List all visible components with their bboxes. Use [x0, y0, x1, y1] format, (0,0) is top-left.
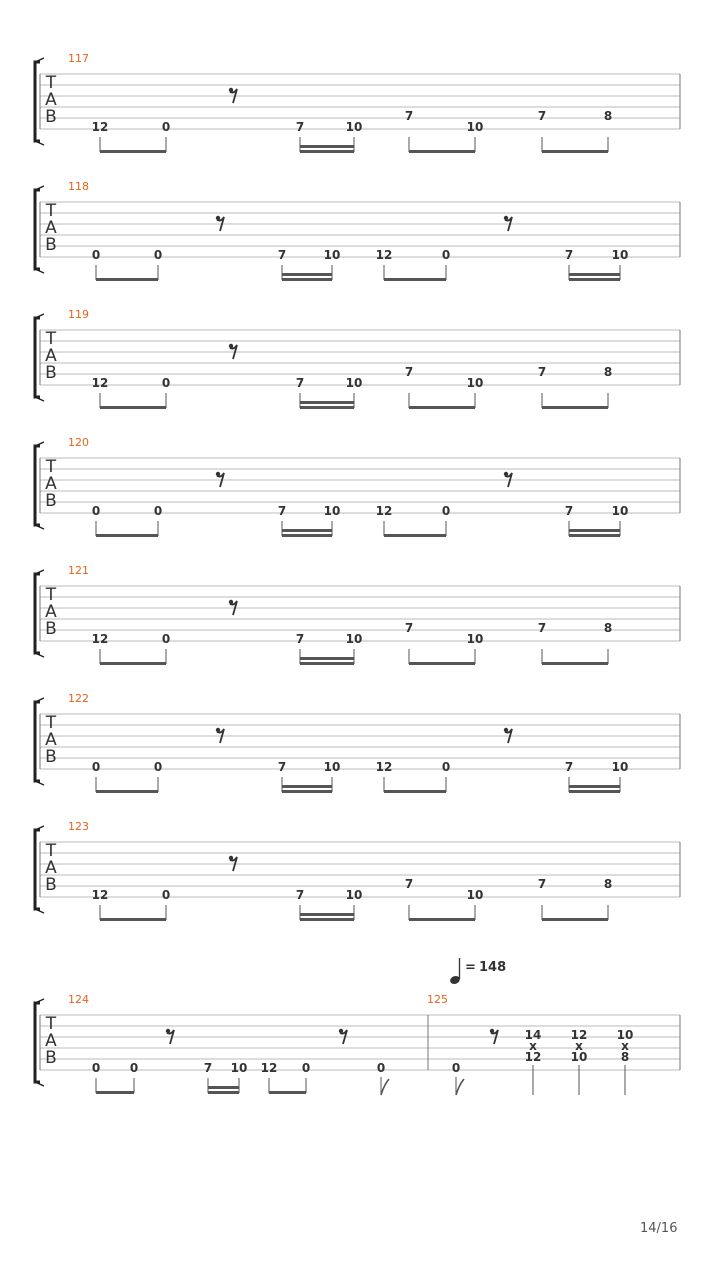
dead-note-x: x [575, 1039, 583, 1053]
fret-number: 10 [323, 504, 341, 518]
fret-number: 12 [375, 504, 393, 518]
note-beam [569, 534, 620, 537]
system-bracket [35, 190, 40, 269]
system-bracket [35, 62, 40, 141]
chord [571, 1028, 588, 1095]
note-beam [569, 790, 620, 793]
note-beam [409, 406, 475, 409]
page-number: 14/16 [640, 1221, 678, 1236]
tab-clef-letter: A [45, 602, 57, 622]
note-beam [409, 150, 475, 153]
fret-number: 0 [441, 504, 451, 518]
fret-number: 7 [537, 109, 547, 123]
note-beam [542, 662, 608, 665]
tab-clef-letter: T [45, 585, 57, 605]
note-beam [100, 918, 166, 921]
eighth-rest-icon [504, 216, 512, 231]
fret-number: 10 [345, 376, 363, 390]
measure-number: 124 [68, 993, 89, 1006]
measure-number: 120 [68, 436, 89, 449]
note-beam [300, 150, 354, 153]
note-beam [208, 1086, 239, 1089]
fret-number: 0 [153, 760, 163, 774]
eighth-rest-icon [504, 728, 512, 743]
note-beam [300, 145, 354, 148]
fret-number: 8 [603, 109, 613, 123]
note-beam [569, 273, 620, 276]
eighth-rest-icon [229, 344, 237, 359]
eighth-rest-icon [339, 1029, 347, 1044]
note-beam [409, 918, 475, 921]
tab-system [35, 692, 680, 793]
tab-clef-letter: B [45, 875, 57, 895]
dead-note-x: x [621, 1039, 629, 1053]
measure-number: 125 [427, 993, 448, 1006]
system-bracket [35, 574, 40, 653]
fret-number: 10 [466, 888, 484, 902]
fret-number: 7 [564, 504, 574, 518]
fret-number: 7 [295, 888, 305, 902]
note-beam [569, 278, 620, 281]
fret-number: 12 [375, 760, 393, 774]
fret-number: 0 [129, 1061, 139, 1075]
fret-number: 12 [260, 1061, 278, 1075]
fret-number: 0 [161, 632, 171, 646]
fret-number: 0 [161, 376, 171, 390]
tab-clef-letter: A [45, 1031, 57, 1051]
fret-number: 10 [323, 248, 341, 262]
tab-clef-letter: B [45, 1048, 57, 1068]
eighth-rest-icon [216, 472, 224, 487]
tab-clef-letter: T [45, 1014, 57, 1034]
fret-number: 0 [161, 120, 171, 134]
note-flag [456, 1079, 464, 1095]
note-beam [96, 1091, 134, 1094]
fret-number: 0 [91, 248, 101, 262]
tab-system-final [35, 958, 680, 1095]
eighth-rest-icon [229, 600, 237, 615]
fret-number: 0 [441, 760, 451, 774]
tab-system [35, 436, 680, 537]
note-flag [381, 1079, 389, 1095]
fret-number: 10 [345, 888, 363, 902]
fret-number: 7 [295, 376, 305, 390]
tab-clef-letter: B [45, 619, 57, 639]
tab-clef-letter: A [45, 218, 57, 238]
tab-clef-letter: T [45, 73, 57, 93]
eighth-rest-icon [166, 1029, 174, 1044]
tab-system [35, 52, 680, 153]
fret-number: 10 [345, 632, 363, 646]
fret-number: 10 [345, 120, 363, 134]
eighth-rest-icon [504, 472, 512, 487]
note-beam [282, 785, 332, 788]
tab-clef-letter: A [45, 90, 57, 110]
measure-number: 123 [68, 820, 89, 833]
tab-clef-letter: T [45, 201, 57, 221]
system-bracket [35, 830, 40, 909]
note-beam [96, 278, 158, 281]
note-beam [300, 657, 354, 660]
note-beam [569, 529, 620, 532]
fret-number: 10 [616, 1028, 634, 1042]
tab-clef-letter: T [45, 841, 57, 861]
tab-clef-letter: A [45, 730, 57, 750]
fret-number: 14 [524, 1028, 542, 1042]
fret-number: 8 [603, 621, 613, 635]
fret-number: 7 [404, 877, 414, 891]
eighth-note-flag-icon [456, 1077, 464, 1095]
tab-clef-letter: A [45, 346, 57, 366]
note-beam [542, 406, 608, 409]
tab-clef-letter: A [45, 858, 57, 878]
fret-number: 7 [295, 120, 305, 134]
note-beam [409, 662, 475, 665]
fret-number: 10 [466, 120, 484, 134]
fret-number: 10 [611, 504, 629, 518]
measure-number: 122 [68, 692, 89, 705]
tab-clef-letter: A [45, 474, 57, 494]
system-bracket [35, 1003, 40, 1082]
eighth-rest-icon [216, 216, 224, 231]
fret-number: 0 [153, 504, 163, 518]
eighth-rest-icon [216, 728, 224, 743]
note-beam [282, 278, 332, 281]
note-beam [569, 785, 620, 788]
note-beam [208, 1091, 239, 1094]
measure-number: 118 [68, 180, 89, 193]
fret-number: 10 [466, 632, 484, 646]
system-bracket [35, 702, 40, 781]
tab-system [35, 820, 680, 921]
eighth-rest-icon [229, 856, 237, 871]
note-beam [100, 150, 166, 153]
fret-number: 7 [277, 760, 287, 774]
tab-clef-letter: B [45, 235, 57, 255]
fret-number: 10 [570, 1050, 588, 1064]
note-beam [96, 790, 158, 793]
tempo-bpm: 148 [479, 960, 507, 975]
eighth-rest-icon [229, 88, 237, 103]
fret-number: 7 [564, 760, 574, 774]
note-beam [282, 529, 332, 532]
fret-number: 0 [153, 248, 163, 262]
measure-number: 119 [68, 308, 89, 321]
chord [525, 1028, 542, 1095]
note-beam [300, 662, 354, 665]
tab-clef-letter: T [45, 457, 57, 477]
note-beam [100, 662, 166, 665]
note-beam [282, 790, 332, 793]
fret-number: 0 [376, 1061, 386, 1075]
fret-number: 12 [524, 1050, 542, 1064]
note-beam [269, 1091, 306, 1094]
tab-system [35, 308, 680, 409]
measure-number: 117 [68, 52, 89, 65]
tab-clef-letter: T [45, 329, 57, 349]
fret-number: 0 [451, 1061, 461, 1075]
dead-note-x: x [529, 1039, 537, 1053]
fret-number: 8 [603, 877, 613, 891]
fret-number: 0 [161, 888, 171, 902]
tab-clef-letter: B [45, 491, 57, 511]
tab-clef-letter: B [45, 747, 57, 767]
measure-number: 121 [68, 564, 89, 577]
note-beam [542, 150, 608, 153]
fret-number: 12 [375, 248, 393, 262]
fret-number: 8 [603, 365, 613, 379]
note-beam [384, 790, 446, 793]
note-beam [384, 534, 446, 537]
tab-system [35, 564, 680, 665]
fret-number: 7 [404, 109, 414, 123]
note-beam [96, 534, 158, 537]
eighth-rest-icon [490, 1029, 498, 1044]
note-beam [100, 406, 166, 409]
fret-number: 12 [91, 632, 109, 646]
fret-number: 12 [91, 888, 109, 902]
fret-number: 10 [611, 760, 629, 774]
note-beam [542, 918, 608, 921]
fret-number: 7 [537, 621, 547, 635]
note-beam [384, 278, 446, 281]
fret-number: 10 [323, 760, 341, 774]
system-bracket [35, 318, 40, 397]
fret-number: 0 [441, 248, 451, 262]
note-beam [300, 913, 354, 916]
fret-number: 8 [620, 1050, 630, 1064]
fret-number: 12 [570, 1028, 588, 1042]
fret-number: 7 [404, 621, 414, 635]
fret-number: 12 [91, 120, 109, 134]
eighth-note-flag-icon [381, 1077, 389, 1095]
tab-clef-letter: B [45, 107, 57, 127]
fret-number: 7 [277, 248, 287, 262]
fret-number: 7 [203, 1061, 213, 1075]
tab-clef-letter: T [45, 713, 57, 733]
fret-number: 0 [91, 504, 101, 518]
note-beam [300, 401, 354, 404]
fret-number: 7 [537, 877, 547, 891]
fret-number: 7 [295, 632, 305, 646]
note-beam [282, 273, 332, 276]
fret-number: 0 [91, 1061, 101, 1075]
fret-number: 10 [466, 376, 484, 390]
tempo-marking [449, 958, 506, 985]
fret-number: 7 [404, 365, 414, 379]
fret-number: 12 [91, 376, 109, 390]
fret-number: 10 [611, 248, 629, 262]
system-bracket [35, 446, 40, 525]
note-beam [300, 918, 354, 921]
tempo-equals: = [465, 960, 476, 975]
fret-number: 7 [537, 365, 547, 379]
tab-system [35, 180, 680, 281]
fret-number: 7 [564, 248, 574, 262]
quarter-note-icon [449, 958, 461, 985]
note-beam [300, 406, 354, 409]
fret-number: 0 [301, 1061, 311, 1075]
tab-clef-letter: B [45, 363, 57, 383]
fret-number: 0 [91, 760, 101, 774]
note-beam [282, 534, 332, 537]
fret-number: 7 [277, 504, 287, 518]
chord [617, 1028, 634, 1095]
fret-number: 10 [230, 1061, 248, 1075]
